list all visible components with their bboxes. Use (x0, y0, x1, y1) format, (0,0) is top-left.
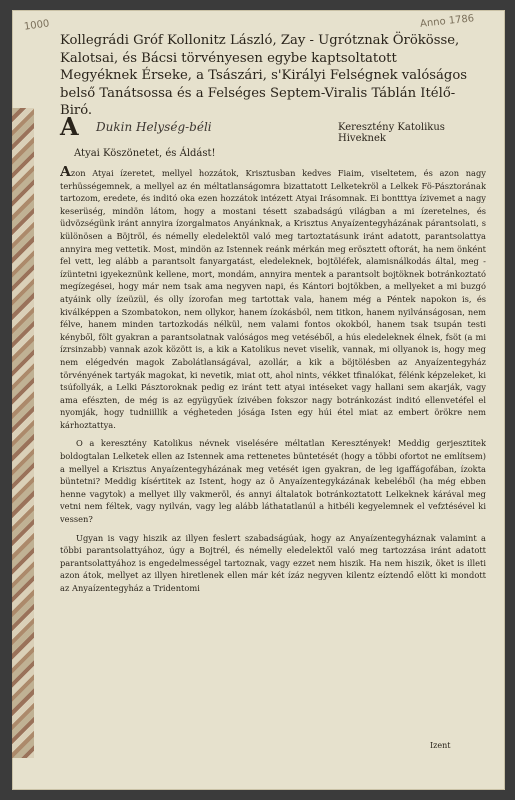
greeting-rest: Keresztény Katolikus Hiveknek (338, 122, 445, 144)
paragraph-1-text: zon Atyai ízeretet, mellyel hozzátok, Krisztusban kedves Fiaim, viseltetem, és azon nagy terhüsségemnek, a mellyel az én méltatlanságomra bizattatott Lelketekröl a Lelkek Fö-Pásztorának tartozom, eredete, és inditó oka ezen hozzátok intézett Atyai Irásomnak. Ei bontttya ízivemet a nagy keserüség, mindön látom, hogy a mostani tésett szabadságú világban a mi ízeretelnes, és üdvözségünk iránt annyira ízorgalmatos Anyánknak, a Krisztus Anyaízentegyházának párantsolati, s különösen a Böjtröl, és némelly eledelektöl való meg tartoztatásunk iránt adatott, parantsolattya annyira meg vettetik. Most, mindön az Istennek reánk mérkán meg erösztett oftorát, ha nem önként fel vett, leg alább a parantsolt fanyargatást, eledeleknek, bojtöléfek, alamisnálkodás által, meg - ízüntetni igyekeznünk kellene, mort, mondám, annyira mentek a parantsolt bojtöknek botránkoztató megízegései, hogy már nem tsak ama negyven napi, és Kántori bojtökben, a mellyeket a mi buzgó atyáink olly ízeüzül, és olly ízorofan meg tartottak vala, hanem még a Péntek napokon is, és kiválképpen a Szombatokon, nem ollykor, hanem ízokásból, nem titkon, hanem nyilvánságosan, nem félve, hanem minden tartozkodás nélkül, nem valami fontos okokból, hanem tsak tsupán testi kényből, fölt gyakran a parantsolatnak valóságos meg vetéséből, a hús eledeleknek élnek, fsöt (a mi ízrsinzabb) vannak azok között is, a kik a Katolikus nevet viselik, vannak, mi ollyanok is, hogy meg nem elégedvén magok Zabolátlanságával, azollár, a kik a böjtölésben az Anyaízentegyház törvényének tartyák magokat, ki nevetik, miat ott, ahol nints, vékket tfinalókat, félénk képzeleket, ki tsúfollyák, a Lelki Pásztoroknak pedig ez iránt tett atyai intéseket vagy hallani sem akarják, vagy ama efészten, de még is az együgyűek ízivében fokszor nagy botránkozást inditó ellenvetéfel el nyomják, hogy tudniillik a végheteden jósága Isten egy húi étel miat az embert örökre nem kárhoztattya. (60, 168, 486, 430)
archive-number: 1000 (23, 18, 51, 33)
greeting-line (60, 112, 480, 144)
catchword: Izent (430, 741, 451, 750)
document-heading: Kollegrádi Gróf Kollonitz László, Zay - Ugrótznak Örökösse, Kalotsai, és Bácsi törvényesen egybe kaptsoltatott Megyéknek Érseke, a Tsászári, s'Királyi Felségnek valóságos belső Tanátsossa és a Felséges Septem-Viralis Táblán Itélő-Biró. (60, 33, 468, 118)
greeting-initial: A (60, 112, 79, 141)
paragraph-2: O a keresztény Katolikus névnek viselésére méltatlan Keresztények! Meddig gerjesztitek boldogtalan Lelketek ellen az Istennek ama rettenetes büntetését (hogy a többi ofortot ne említsem) a mellyel a Krisztus Anyaízentegyházának meg vetését igen gyakran, de leg igaffágofában, ízokta büntetni? Meddig kísértitek az Istent, hogy az ö Anyaízentegykázának kebeléből (ha még ebben henne vagytok) a mellyet illy vakmeröl, és annyi általatok botránkoztatott Lelkeknek kárával meg vetni nem féltek, vagy nyilván, vagy leg alább láthatatlanúl a hitbéli kegyelemnek el vefztésével ki vessen? (60, 438, 486, 525)
handwritten-place: Dukin Helység-béli (96, 120, 212, 134)
binding-spine (12, 108, 34, 758)
paragraph-3: Ugyan is vagy hiszik az illyen fesleтt szabadságúak, hogy az Anyaízentegyháznak valamint a többi parantsolattyához, úgy a Bojtrél, és némelly eledelektől való meg tartozzása iránt adatott parantsolattyához is engedelmességel tartoznak, vagy ezzet nem hiszik. Ha nem hiszik, öket is illeti azon átok, mellyet az illyen hiretlenek ellen már két ízáz negyven kilentz eíztendő elött ki mondott az Anyaízentegyház a Tridentomi (60, 532, 486, 593)
archive-year: Anno 1786 (419, 13, 475, 30)
letter-body (60, 166, 486, 746)
paragraph-1 (60, 166, 486, 431)
paragraph-initial: A (60, 166, 71, 180)
greeting-blessing: Atyai Köszönetet, és Áldást! (74, 148, 216, 159)
